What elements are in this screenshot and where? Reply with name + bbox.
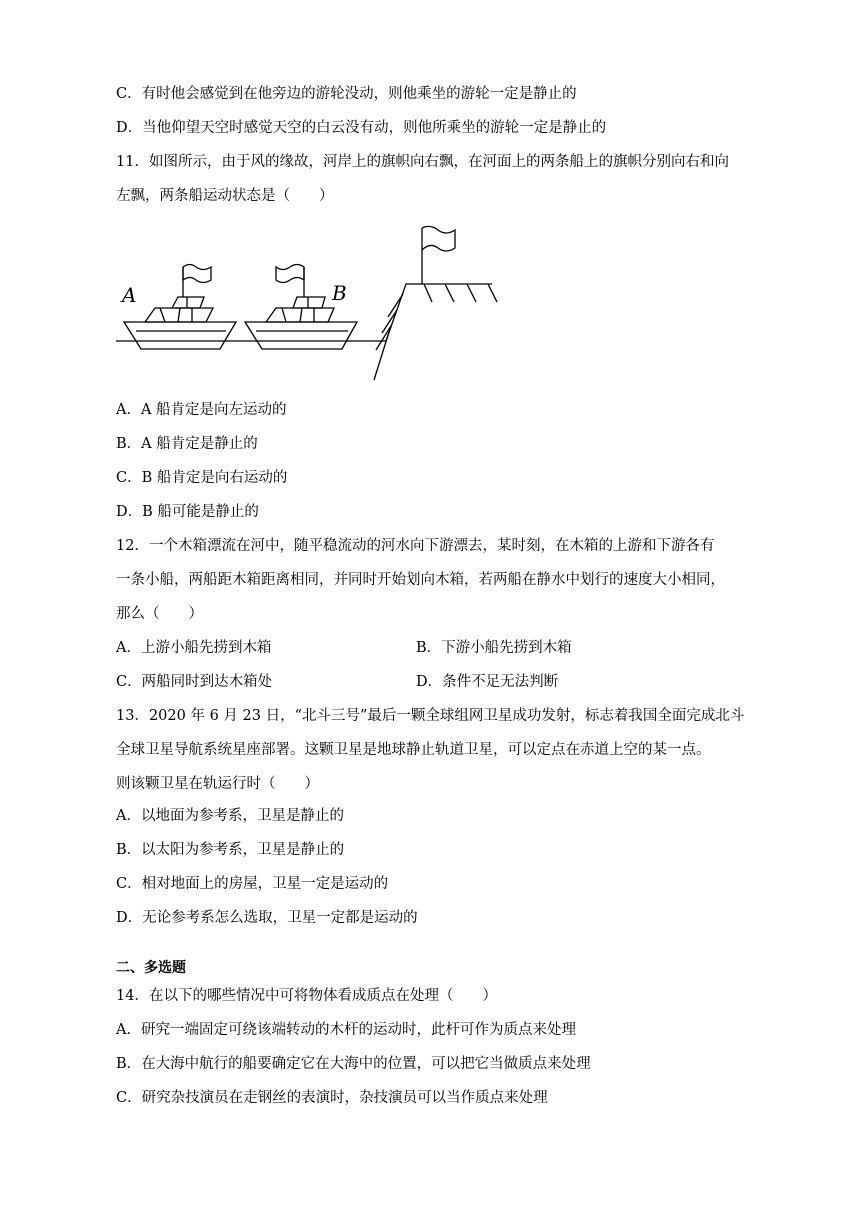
q13-stem-line2: 全球卫星导航系统星座部署。这颗卫星是地球静止轨道卫星，可以定点在赤道上空的某一点。 [116, 742, 711, 758]
boat-a [124, 265, 236, 350]
q11-option-d: D．B 船可能是静止的 [116, 504, 259, 520]
section-heading-multiple-choice: 二、多选题 [116, 960, 186, 976]
q12-option-b: B．下游小船先捞到木箱 [416, 640, 572, 656]
q13-option-c: C．相对地面上的房屋，卫星一定是运动的 [116, 876, 389, 892]
q12-stem-line3: 那么（ ） [116, 606, 203, 622]
q12-stem-line1: 12．一个木箱漂流在河中，随平稳流动的河水向下游漂去，某时刻，在木箱的上游和下游各有 [116, 538, 715, 554]
q14-option-c: C．研究杂技演员在走钢丝的表演时，杂技演员可以当作质点来处理 [116, 1090, 548, 1106]
q11-stem-line2: 左飘，两条船运动状态是（ ） [116, 188, 334, 204]
q13-stem-line1: 13．2020 年 6 月 23 日，“北斗三号”最后一颗全球组网卫星成功发射，标志着我国全面完成北斗 [116, 708, 745, 724]
q13-option-a: A．以地面为参考系，卫星是静止的 [116, 808, 344, 824]
q13-stem-line3: 则该颗卫星在轨运行时（ ） [116, 776, 319, 792]
q11-stem-line1: 11．如图所示，由于风的缘故，河岸上的旗帜向右飘，在河面上的两条船上的旗帜分别向右和向 [116, 154, 729, 170]
q10-option-c: C．有时他会感觉到在他旁边的游轮没动，则他乘坐的游轮一定是静止的 [116, 86, 577, 102]
river-bank [374, 284, 497, 380]
q11-option-a: A．A 船肯定是向左运动的 [116, 402, 287, 418]
q10-option-d: D．当他仰望天空时感觉天空的白云没有动，则他所乘坐的游轮一定是静止的 [116, 120, 607, 136]
q12-option-a: A．上游小船先捞到木箱 [116, 640, 272, 656]
q11-option-c: C．B 船肯定是向右运动的 [116, 470, 288, 486]
q12-stem-line2: 一条小船，两船距木箱距离相同，并同时开始划向木箱，若两船在静水中划行的速度大小相同， [116, 572, 725, 588]
q12-option-d: D．条件不足无法判断 [416, 674, 559, 690]
q14-option-b: B．在大海中航行的船要确定它在大海中的位置，可以把它当做质点来处理 [116, 1056, 591, 1072]
shore-flag [422, 226, 455, 284]
q14-option-a: A．研究一端固定可绕该端转动的木杆的运动时，此杆可作为质点来处理 [116, 1022, 576, 1038]
boat-b [245, 265, 357, 350]
label-boat-a: A [122, 283, 137, 307]
q11-option-b: B．A 船肯定是静止的 [116, 436, 258, 452]
label-boat-b: B [332, 281, 347, 305]
q14-stem: 14．在以下的哪些情况中可将物体看成质点在处理（ ） [116, 988, 497, 1004]
q12-option-c: C．两船同时到达木箱处 [116, 674, 273, 690]
boats-figure [110, 222, 500, 382]
q13-option-d: D．无论参考系怎么选取，卫星一定都是运动的 [116, 910, 418, 926]
q13-option-b: B．以太阳为参考系，卫星是静止的 [116, 842, 345, 858]
